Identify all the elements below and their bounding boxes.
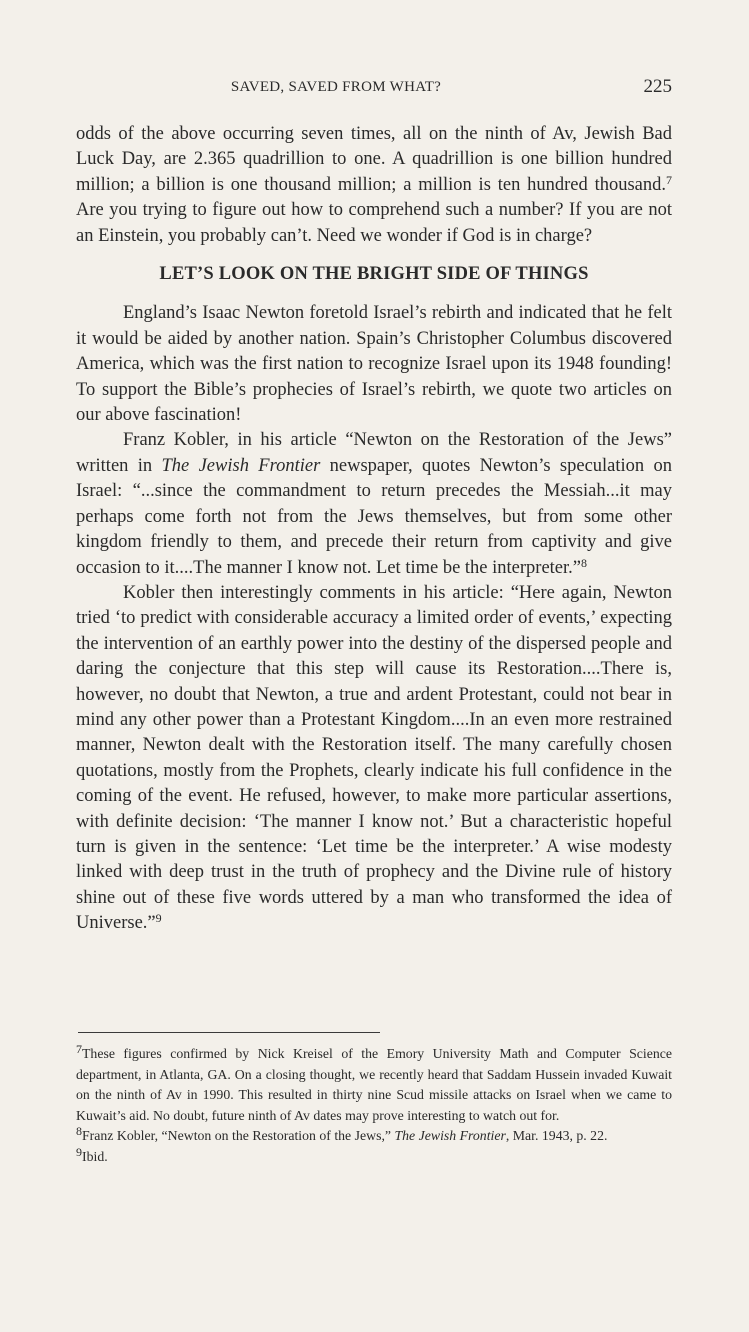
footnote-7-text: These figures confirmed by Nick Kreisel of the Emory University Math and Computer Science department, in Atlanta, GA. On a closing thought, we recently heard that Saddam Hussein invaded Kuwait on the ninth of Av in 1990. This resulted in thirty nine Scud missile attacks on Israel when we came to Kuwait’s aid. No doubt, future ninth of Av dates may prove interesting to watch out for.	[76, 1046, 672, 1123]
publication-title: The Jewish Frontier	[161, 455, 321, 476]
page-number: 225	[643, 76, 672, 97]
paragraph-3	[76, 428, 672, 580]
footnote-8-number: 8	[76, 1124, 82, 1139]
paragraph-4-text: Kobler then interestingly comments in his article: “Here again, Newton tried ‘to predict with considerable accuracy a limited order of events,’ expecting the intervention of an earthly power into the destiny of the dispersed people and daring the conjecture that this step will cause its Restoration....There is, however, no doubt that Newton, a true and ardent Protestant, could not bear in mind any other power than a Protestant Kingdom....In an even more restrained manner, Newton dealt with the Restoration itself. The many carefully chosen quotations, mostly from the Prophets, clearly indicate his full confidence in the coming of the event. He refused, however, to make more particular assertions, with definite decision: ‘The manner I know not.’ But a characteristic hopeful turn is given in the sentence: ‘Let time be the interpreter.’ A wise modesty linked with deep trust in the truth of prophecy and the Divine rule of history shine out of these five words uttered by a man who transformed the idea of Universe.”	[76, 582, 672, 934]
footnotes	[76, 1044, 672, 1168]
paragraph-1-continued: Are you trying to figure out how to comprehend such a number? If you are not an Einstein, you probably can’t. Need we wonder if God is in charge?	[76, 200, 672, 246]
paragraph-3-text-a: Franz Kobler, in his article “Newton on the Restoration of the Jews” written in	[76, 430, 672, 476]
footnote-ref-8: 8	[580, 555, 587, 570]
footnote-9-text: Ibid.	[82, 1148, 108, 1164]
footnote-7-number: 7	[76, 1042, 82, 1056]
footnote-ref-9: 9	[155, 911, 162, 926]
paragraph-1	[76, 122, 672, 249]
footnote-8-publication: The Jewish Frontier	[394, 1128, 506, 1144]
footnote-8	[76, 1126, 672, 1147]
footnote-ref-7: 7	[666, 172, 672, 187]
footnote-9-number: 9	[76, 1144, 82, 1159]
footnote-7	[76, 1044, 672, 1126]
footnote-9	[76, 1144, 672, 1168]
body-text	[76, 122, 672, 937]
paragraph-2: England’s Isaac Newton foretold Israel’s rebirth and indicated that he felt it would be aided by another nation. Spain’s Christopher Columbus discovered America, which was the first nation to recognize Israel upon its 1948 founding! To support the Bible’s prophecies of Israel’s rebirth, we quote two articles on our above fascination!	[76, 303, 672, 426]
footnote-8-text-a: Franz Kobler, “Newton on the Restoration of the Jews,”	[82, 1128, 395, 1144]
paragraph-4	[76, 581, 672, 937]
footnote-divider	[78, 1032, 380, 1033]
running-header	[76, 76, 672, 102]
paragraph-1-text: odds of the above occurring seven times, all on the ninth of Av, Jewish Bad Luck Day, are 2.365 quadrillion to one. A quadrillion is one billion hundred million; a billion is one thousand million; a million is ten hundred thousand.	[76, 124, 672, 195]
footnote-8-text-b: , Mar. 1943, p. 22.	[505, 1128, 608, 1144]
paragraph-3-text-b: newspaper, quotes Newton’s speculation on Israel: “...since the commandment to return precedes the Messiah...it may perhaps come forth not from the Jews themselves, but from some other kingdom friendly to them, and precede their return from captivity and give occasion to it....The manner I know not. Let time be the interpreter.”	[76, 455, 673, 578]
running-title: SAVED, SAVED FROM WHAT?	[230, 79, 442, 95]
section-heading: LET’S LOOK ON THE BRIGHT SIDE OF THINGS	[159, 264, 589, 285]
